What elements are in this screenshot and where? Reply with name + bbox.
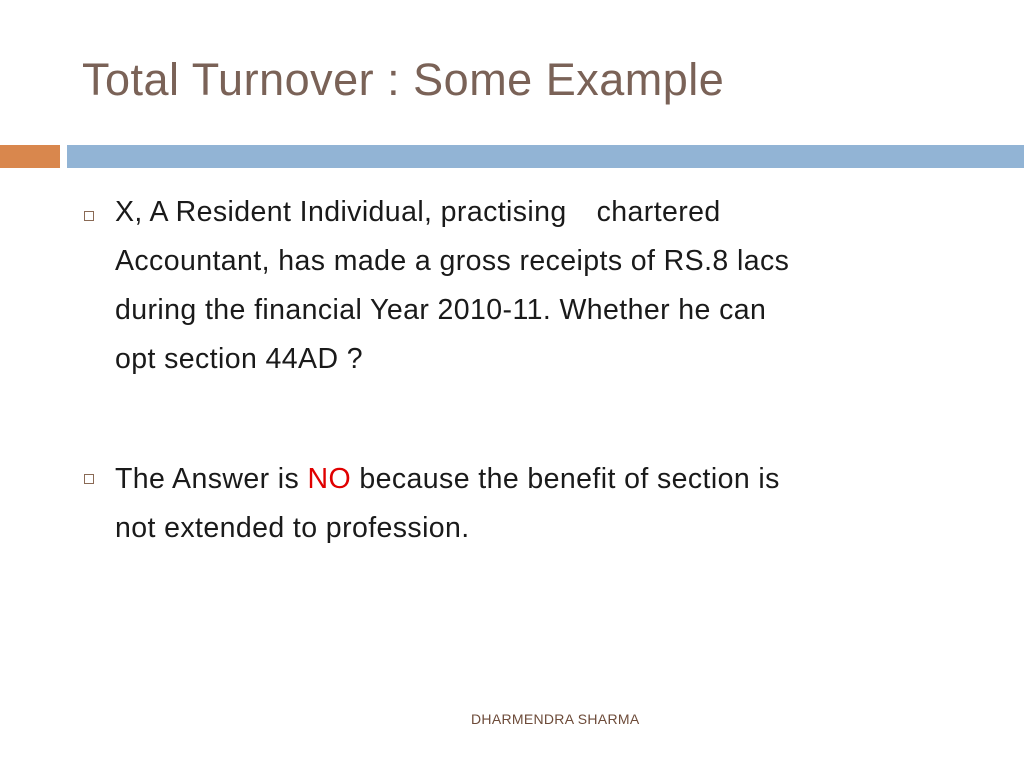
accent-bar-orange [0, 145, 60, 168]
slide-title: Total Turnover : Some Example [82, 54, 725, 105]
bullet-text-answer [115, 455, 985, 553]
answer-prefix: The Answer is [115, 463, 308, 495]
bullet-line: during the financial Year 2010-11. Whether he can [115, 294, 767, 326]
square-bullet-icon [84, 474, 94, 484]
bullet-line-part: chartered [596, 196, 721, 228]
square-bullet-icon [84, 211, 94, 221]
bullet-line: not extended to profession. [115, 512, 470, 544]
bullet-line-part: X, A Resident Individual, practising [115, 196, 567, 228]
bullet-line: opt section 44AD ? [115, 343, 364, 375]
bullet-line: Accountant, has made a gross receipts of RS.8 lacs [115, 245, 790, 277]
answer-suffix: because the benefit of section is [351, 463, 780, 495]
accent-bar-blue [67, 145, 1024, 168]
bullet-line [115, 455, 985, 504]
footer-author: DHARMENDRA SHARMA [471, 711, 640, 727]
bullet-text-question [115, 188, 985, 384]
answer-highlight: NO [307, 463, 352, 495]
bullet-line [115, 188, 985, 237]
